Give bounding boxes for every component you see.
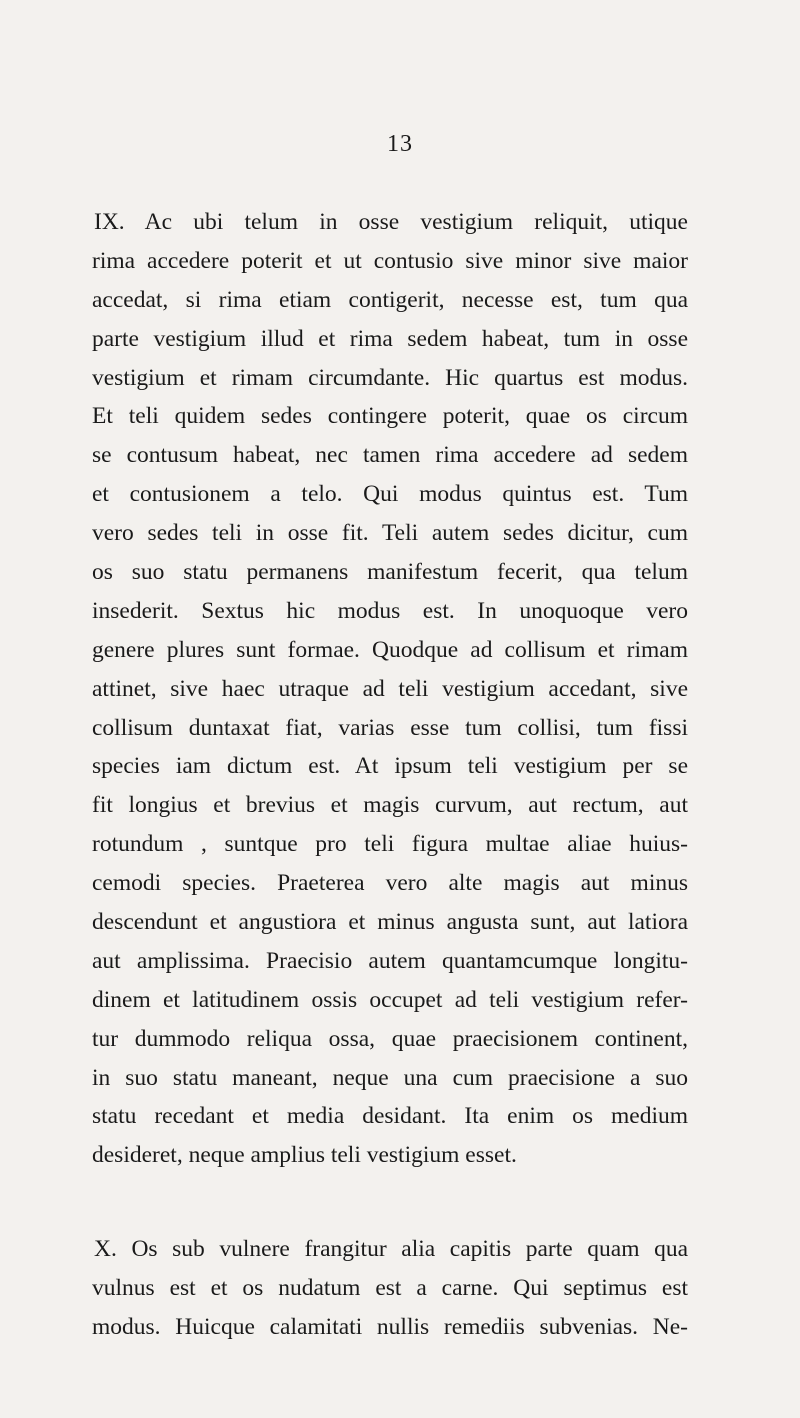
paragraph-ix	[92, 203, 688, 1175]
text-line: dinem et latitudinem ossis occupet ad teli vestigium refer-	[92, 986, 688, 1013]
text-line: Et teli quidem sedes contingere poterit, quae os circum	[92, 403, 688, 430]
text-line: fit longius et brevius et magis curvum, aut rectum, aut	[92, 792, 688, 819]
text-line: statu recedant et media desidant. Ita enim os medium	[92, 1103, 688, 1130]
text-line: aut amplissima. Praecisio autem quantamcumque longitu-	[92, 947, 688, 974]
text-line: vestigium et rimam circumdante. Hic quartus est modus.	[92, 364, 688, 391]
text-line: species iam dictum est. At ipsum teli vestigium per se	[92, 753, 688, 780]
text-line: vulnus est et os nudatum est a carne. Qui septimus est	[92, 1274, 688, 1301]
text-line: os suo statu permanens manifestum fecerit, qua telum	[92, 559, 688, 586]
paragraph-x	[92, 1230, 688, 1347]
text-line: se contusum habeat, nec tamen rima accedere ad sedem	[92, 442, 688, 469]
text-line: tur dummodo reliqua ossa, quae praecisionem continent,	[92, 1025, 688, 1052]
text-line: collisum duntaxat fiat, varias esse tum collisi, tum fissi	[92, 714, 688, 741]
page-number: 13	[387, 131, 413, 157]
text-line: X. Os sub vulnere frangitur alia capitis parte quam qua	[94, 1236, 688, 1262]
text-line: genere plures sunt formae. Quodque ad collisum et rimam	[92, 636, 688, 663]
text-line: cemodi species. Praeterea vero alte magis aut minus	[92, 870, 688, 897]
text-line: IX. Ac ubi telum in osse vestigium reliquit, utique	[94, 209, 688, 235]
text-line: accedat, si rima etiam contigerit, necesse est, tum qua	[92, 286, 688, 313]
text-line: descendunt et angustiora et minus angusta sunt, aut latiora	[92, 909, 688, 936]
text-line: et contusionem a telo. Qui modus quintus est. Tum	[92, 481, 688, 508]
text-line: desideret, neque amplius teli vestigium esset.	[92, 1142, 517, 1169]
text-line: rotundum , suntque pro teli figura multae aliae huius-	[92, 831, 688, 858]
text-line: in suo statu maneant, neque una cum praecisione a suo	[92, 1064, 688, 1091]
text-line: insederit. Sextus hic modus est. In unoquoque vero	[92, 597, 688, 624]
text-line: attinet, sive haec utraque ad teli vestigium accedant, sive	[92, 675, 688, 702]
text-line: modus. Huicque calamitati nullis remediis subvenias. Ne-	[92, 1313, 688, 1340]
text-line: rima accedere poterit et ut contusio sive minor sive maior	[92, 247, 688, 274]
text-line: parte vestigium illud et rima sedem habeat, tum in osse	[92, 325, 688, 352]
text-line: vero sedes teli in osse fit. Teli autem sedes dicitur, cum	[92, 520, 688, 547]
